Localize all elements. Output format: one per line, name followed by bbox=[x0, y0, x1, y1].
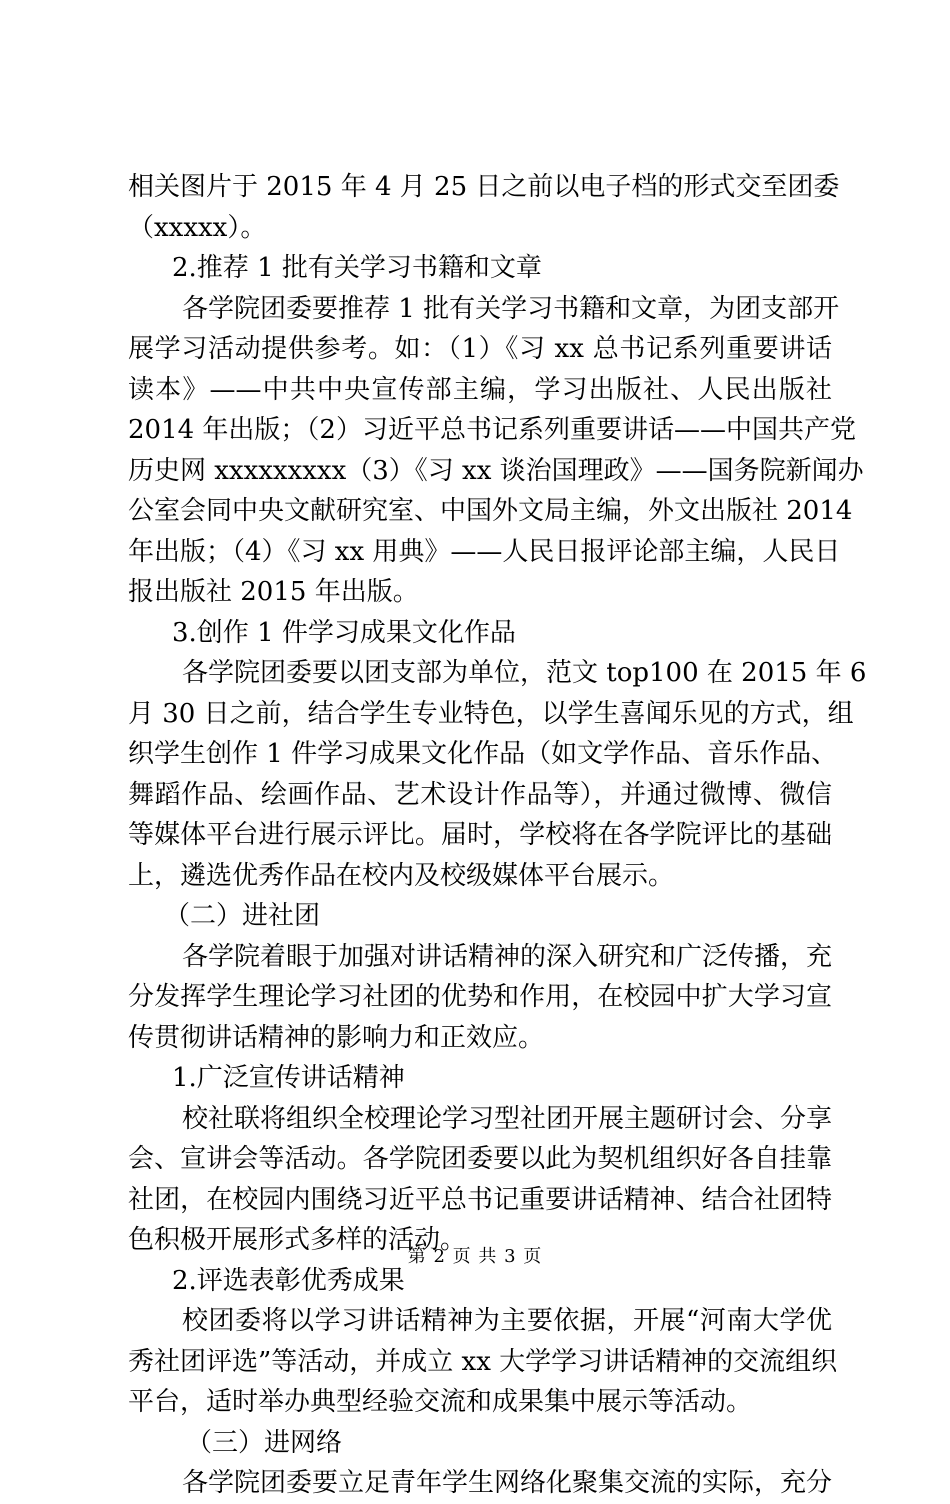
body-text-line: 公室会同中央文献研究室、中国外文局主编，外文出版社 2014 bbox=[128, 496, 853, 526]
body-text-line: 报出版社 2015 年出版。 bbox=[128, 577, 419, 607]
body-text-line: 读本》——中共中央宣传部主编，学习出版社、人民出版社 bbox=[128, 374, 832, 405]
subheading-line: 2.评选表彰优秀成果 bbox=[172, 1265, 405, 1296]
body-text-line: 上，遴选优秀作品在校内及校级媒体平台展示。 bbox=[128, 860, 675, 891]
body-text-line: 相关图片于 2015 年 4 月 25 日之前以电子档的形式交至团委 bbox=[128, 172, 840, 202]
body-text-line: 月 30 日之前，结合学生专业特色，以学生喜闻乐见的方式，组 bbox=[128, 698, 854, 729]
paragraph-first-line: 各学院团委要以团支部为单位，范文 top100 在 2015 年 6 bbox=[182, 658, 867, 688]
body-text-line: 平台，适时举办典型经验交流和成果集中展示等活动。 bbox=[128, 1387, 753, 1417]
body-text-line: 织学生创作 1 件学习成果文化作品（如文学作品、音乐作品、 bbox=[128, 739, 838, 769]
subheading-line: 1.广泛宣传讲话精神 bbox=[172, 1063, 405, 1093]
body-text-line: 历史网 xxxxxxxxx（3）《习 xx 谈治国理政》——国务院新闻办 bbox=[128, 455, 864, 486]
body-text-line: （xxxxx）。 bbox=[128, 212, 267, 243]
body-text-line: 等媒体平台进行展示评比。届时，学校将在各学院评比的基础 bbox=[128, 820, 832, 850]
subheading-line: 2.推荐 1 批有关学习书籍和文章 bbox=[172, 253, 542, 283]
page-footer: 第 2 页 共 3 页 bbox=[407, 1246, 543, 1267]
paragraph-first-line: 各学院着眼于加强对讲话精神的深入研究和广泛传播，充 bbox=[182, 941, 833, 972]
body-text-line: 会、宣讲会等活动。各学院团委要以此为契机组织好各自挂靠 bbox=[128, 1144, 832, 1174]
section-heading-line: （二）进社团 bbox=[164, 901, 321, 931]
paragraph-first-line: 各学院团委要推荐 1 批有关学习书籍和文章，为团支部开 bbox=[182, 293, 840, 324]
body-text-line: 分发挥学生理论学习社团的优势和作用，在校园中扩大学习宣 bbox=[128, 982, 832, 1012]
body-text-line: 传贯彻讲话精神的影响力和正效应。 bbox=[128, 1022, 545, 1053]
body-text-line: 展学习活动提供参考。如：（1）《习 xx 总书记系列重要讲话 bbox=[128, 334, 832, 364]
document-body bbox=[128, 167, 867, 1504]
body-text-line: 秀社团评选”等活动，并成立 xx 大学学习讲话精神的交流组织 bbox=[128, 1346, 838, 1377]
subheading-line: 3.创作 1 件学习成果文化作品 bbox=[172, 617, 516, 648]
section-heading-line: （三）进网络 bbox=[186, 1427, 343, 1458]
paragraph-first-line: 校团委将以学习讲话精神为主要依据，开展“河南大学优 bbox=[182, 1306, 832, 1336]
body-text-line: 色积极开展形式多样的活动。 bbox=[128, 1225, 467, 1255]
body-text-line: 舞蹈作品、绘画作品、艺术设计作品等），并通过微博、微信 bbox=[128, 779, 832, 810]
body-text-line: 年出版；（4）《习 xx 用典》——人民日报评论部主编，人民日 bbox=[128, 536, 841, 567]
paragraph-first-line: 校社联将组织全校理论学习型社团开展主题研讨会、分享 bbox=[182, 1103, 833, 1134]
body-text-line: 社团，在校园内围绕习近平总书记重要讲话精神、结合社团特 bbox=[128, 1184, 832, 1215]
body-text-line: 2014 年出版；（2）习近平总书记系列重要讲话——中国共产党 bbox=[128, 415, 856, 445]
paragraph-first-line: 各学院团委要立足青年学生网络化聚集交流的实际，充分 bbox=[182, 1468, 833, 1498]
